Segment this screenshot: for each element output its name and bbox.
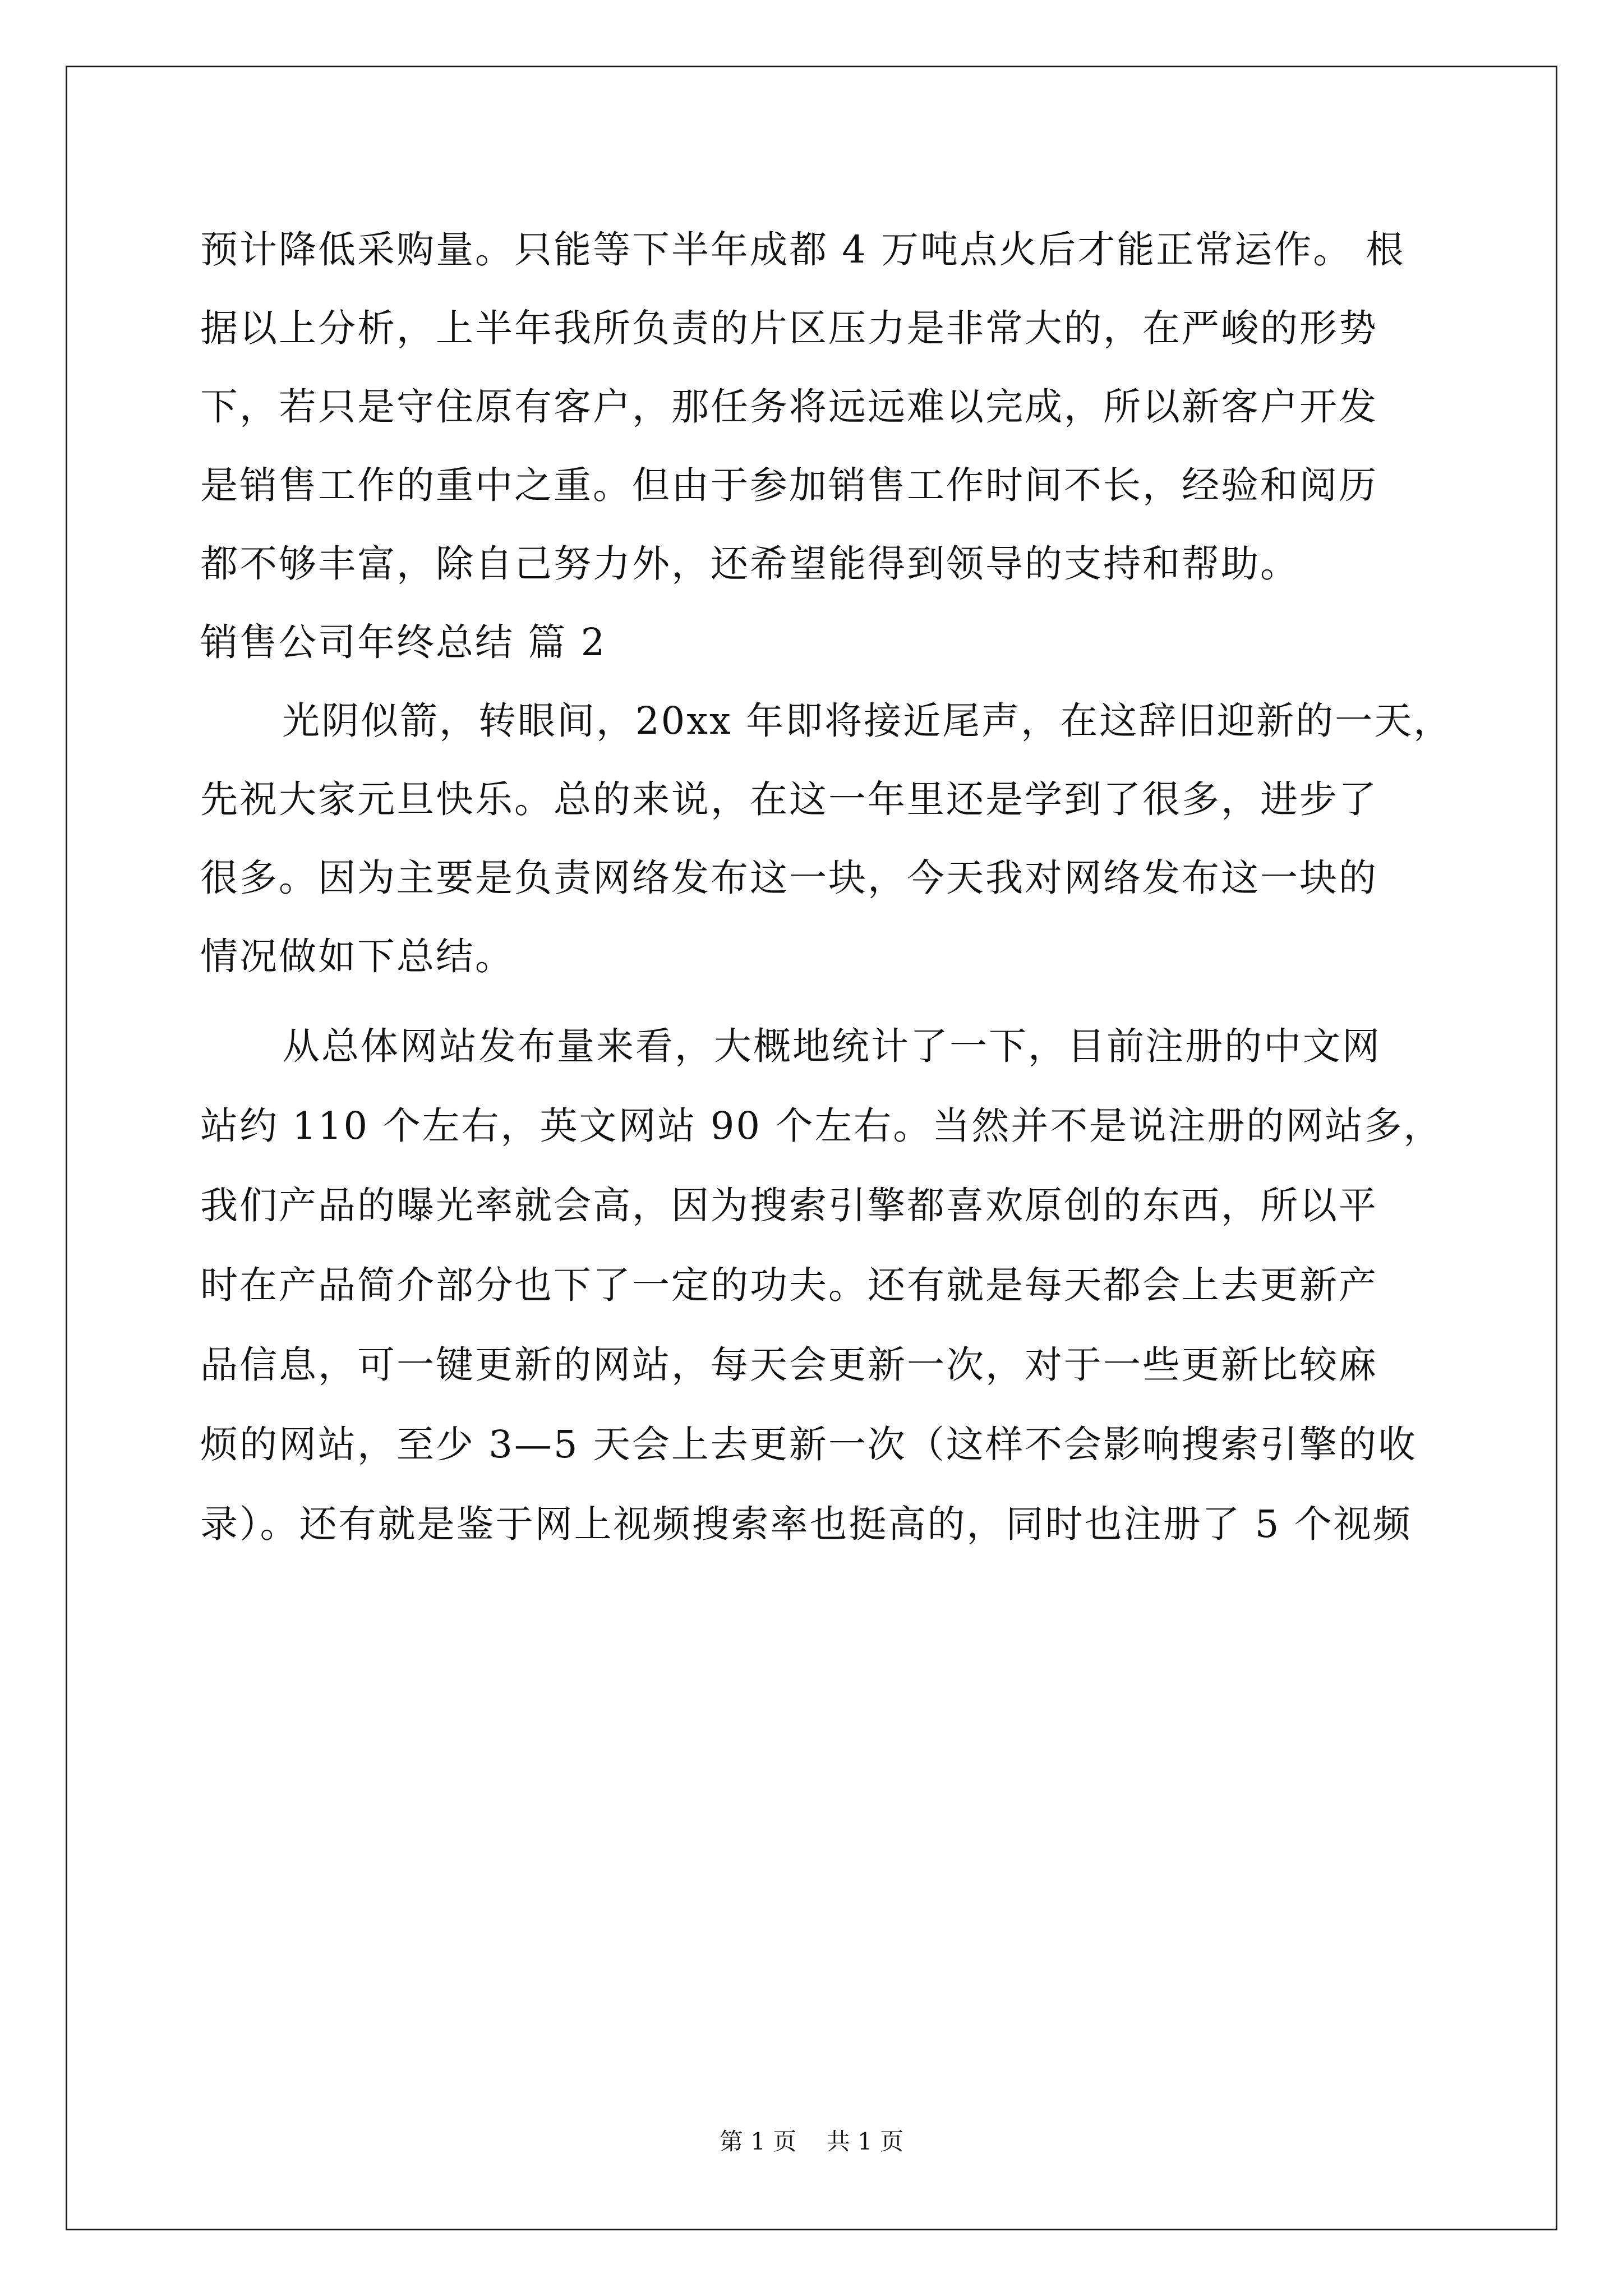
body-text-line: 录）。还有就是鉴于网上视频搜索率也挺高的，同时也注册了 5 个视频 <box>200 1502 1412 1546</box>
body-text-line: 下，若只是守住原有客户，那任务将远远难以完成，所以新客户开发 <box>200 385 1378 429</box>
body-text-line: 据以上分析，上半年我所负责的片区压力是非常大的，在严峻的形势 <box>200 306 1378 350</box>
body-text-line: 品信息，可一键更新的网站，每天会更新一次，对于一些更新比较麻 <box>200 1343 1378 1387</box>
body-text-line: 情况做如下总结。 <box>200 935 514 978</box>
body-text-line: 都不够丰富，除自己努力外，还希望能得到领导的支持和帮助。 <box>200 542 1299 586</box>
body-text-line: 预计降低采购量。只能等下半年成都 4 万吨点火后才能正常运作。 根 <box>200 228 1405 272</box>
body-text-line: 我们产品的曝光率就会高，因为搜索引擎都喜欢原创的东西，所以平 <box>200 1184 1378 1227</box>
body-text-line: 烦的网站，至少 3—5 天会上去更新一次（这样不会影响搜索引擎的收 <box>200 1423 1417 1466</box>
body-text-line: 光阴似箭，转眼间，20xx 年即将接近尾声，在这辞旧迎新的一天， <box>282 699 1453 743</box>
body-text-line: 站约 110 个左右，英文网站 90 个左右。当然并不是说注册的网站多， <box>200 1104 1443 1148</box>
page-footer: 第 1 页 共 1 页 <box>719 2128 904 2155</box>
body-text-line: 很多。因为主要是负责网络发布这一块，今天我对网络发布这一块的 <box>200 856 1378 900</box>
body-text-line: 先祝大家元旦快乐。总的来说，在这一年里还是学到了很多，进步了 <box>200 777 1378 821</box>
section-heading: 销售公司年终总结 篇 2 <box>200 620 607 664</box>
body-text-line: 时在产品简介部分也下了一定的功夫。还有就是每天都会上去更新产 <box>200 1263 1378 1307</box>
body-text-line: 是销售工作的重中之重。但由于参加销售工作时间不长，经验和阅历 <box>200 463 1378 507</box>
body-text-line: 从总体网站发布量来看，大概地统计了一下，目前注册的中文网 <box>282 1024 1381 1068</box>
